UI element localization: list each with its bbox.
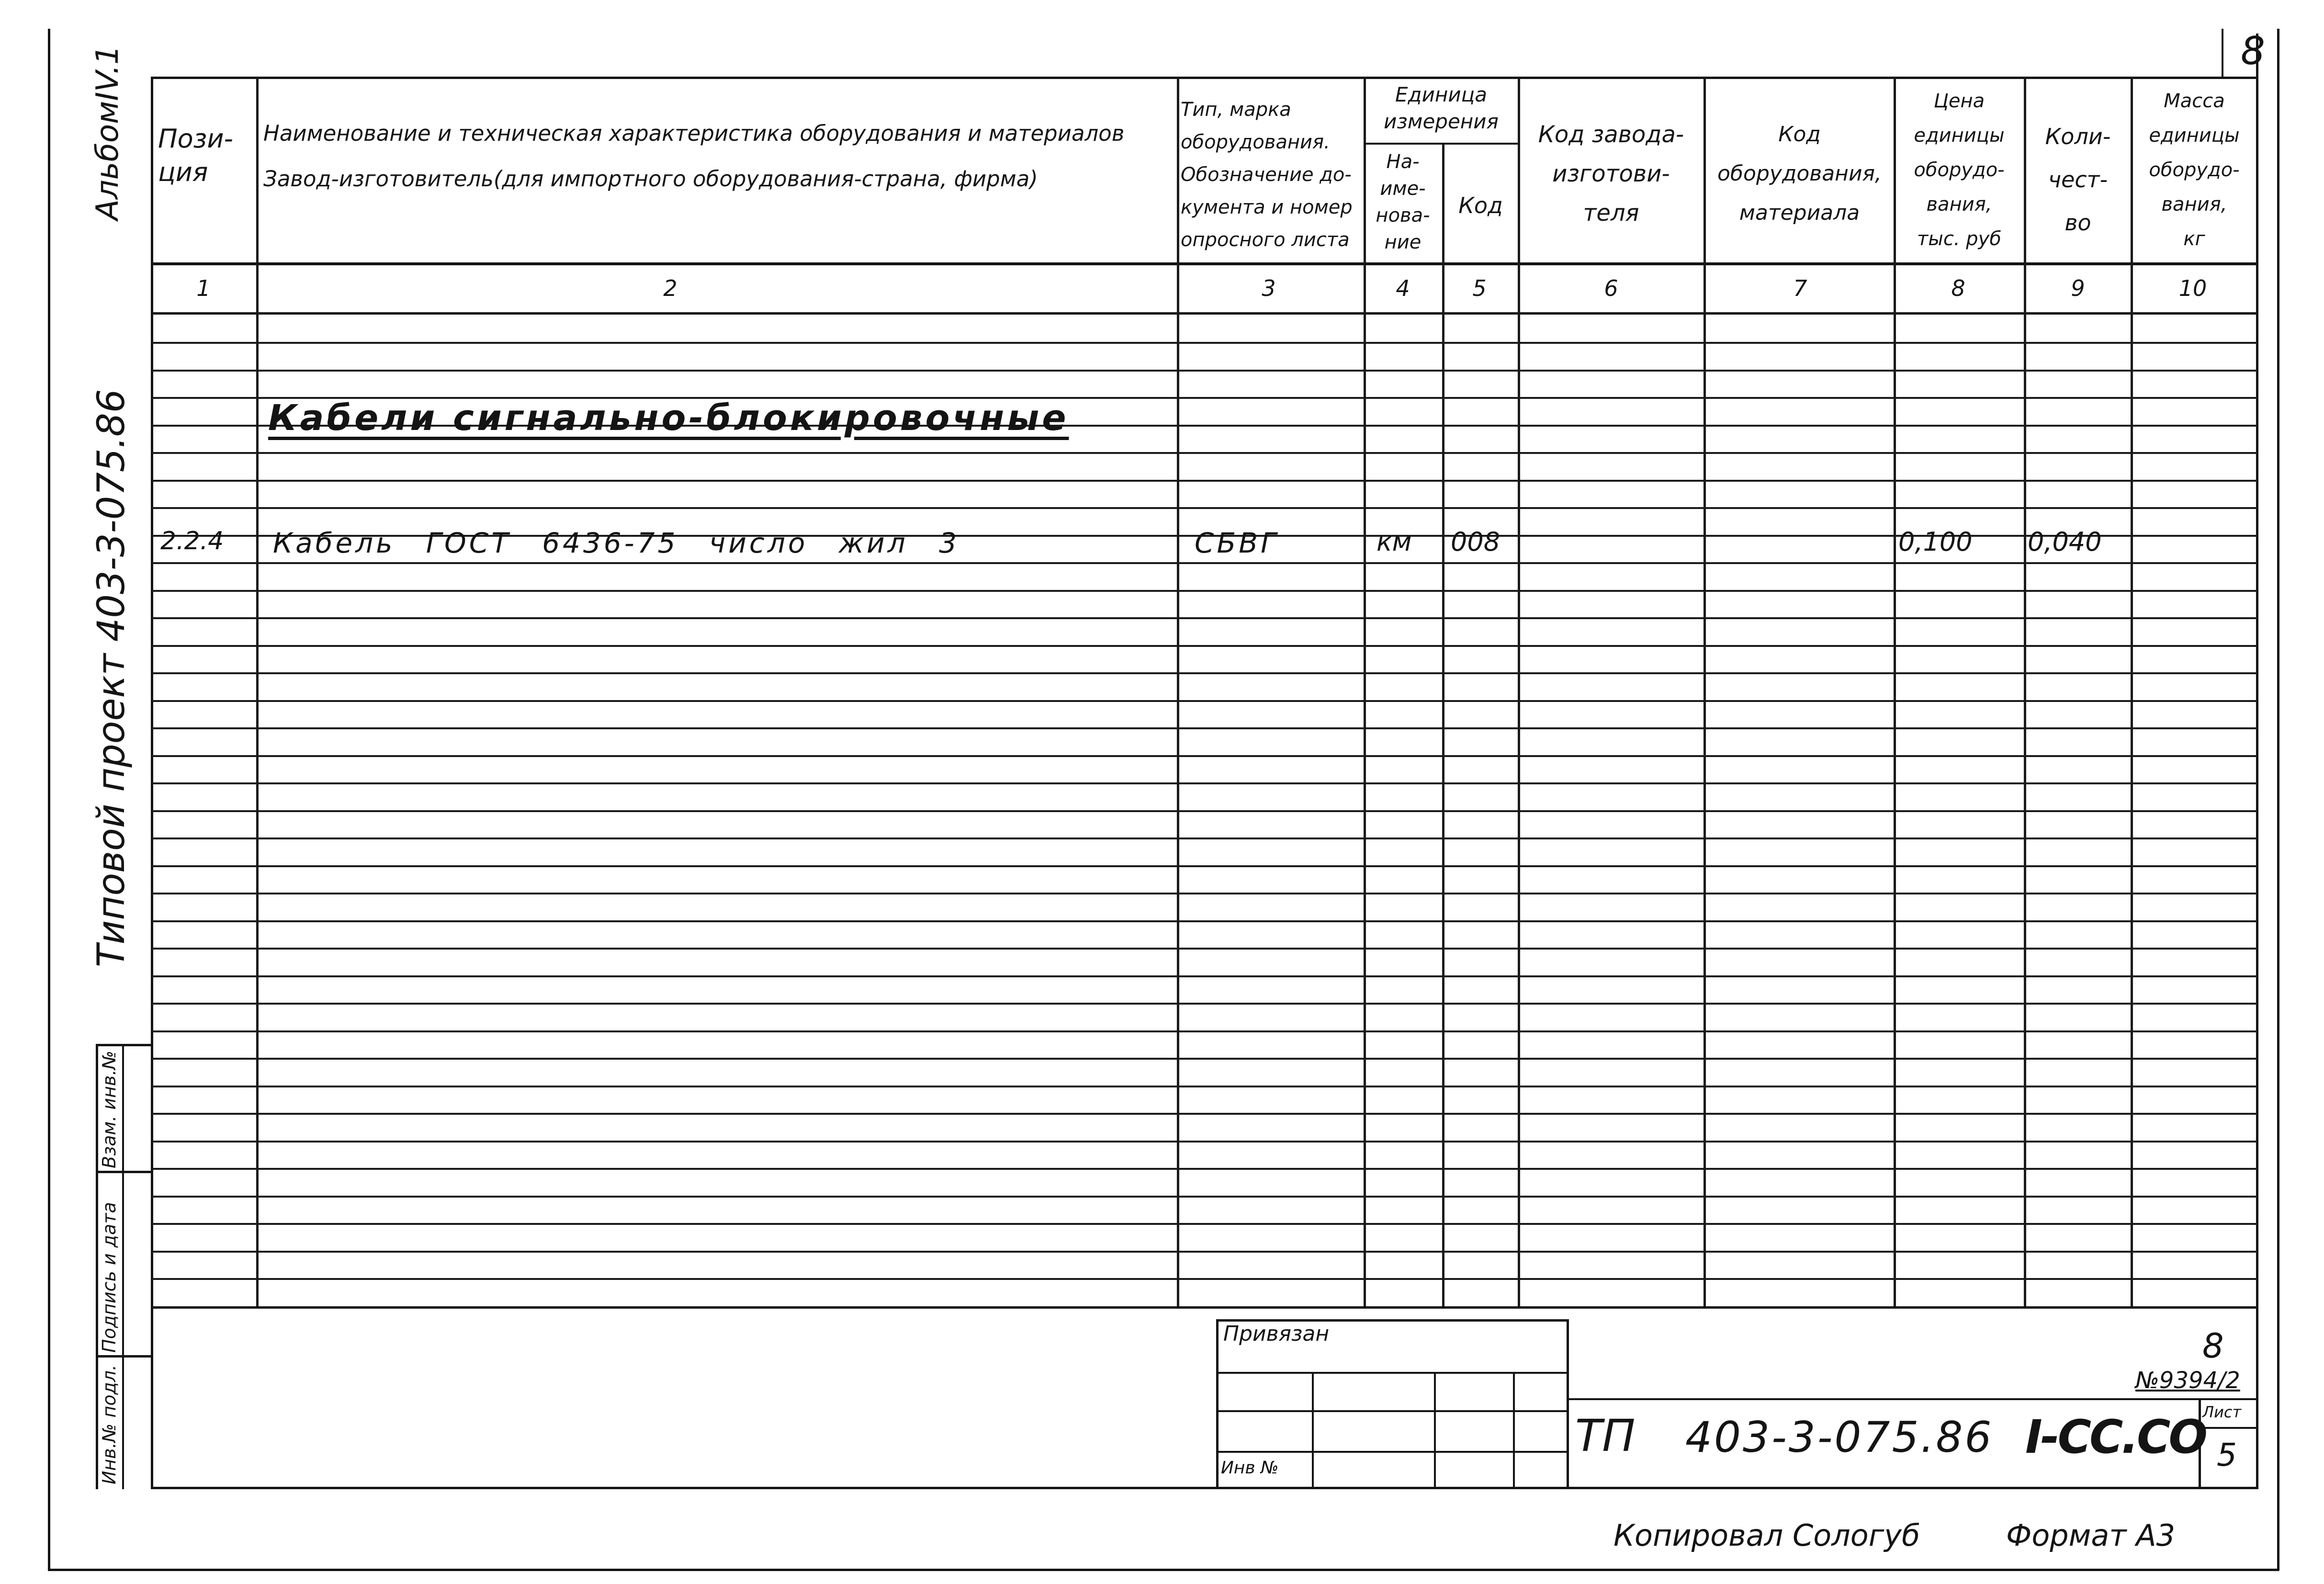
- tb-attached-right: [1567, 1319, 1569, 1489]
- table-row-line: [151, 782, 2257, 784]
- colnum-10: 10: [2178, 275, 2207, 301]
- colnum-1: 1: [196, 275, 211, 301]
- col-line-5: [1518, 77, 1520, 1307]
- stamp-signature-date: Подпись и дата: [99, 1202, 120, 1353]
- colnum-6: 6: [1604, 275, 1618, 301]
- header-mass: Масса единицы оборудо- вания, кг: [2149, 90, 2240, 250]
- header-name-line1: Наименование и техническая характеристика оборудования и материалов: [263, 121, 1125, 146]
- table-row-line: [151, 342, 2257, 344]
- tb-attached-left: [1216, 1319, 1218, 1489]
- tb-attached-h3: [1216, 1451, 1568, 1453]
- table-row-line: [151, 1141, 2257, 1143]
- table-row-line: [151, 1278, 2257, 1280]
- colnum-4: 4: [1396, 275, 1410, 301]
- header-bottom-line: [151, 262, 2257, 265]
- table-row-line: [151, 672, 2257, 674]
- colnum-9: 9: [2071, 275, 2085, 301]
- header-unit-group: Единица измерения: [1384, 83, 1499, 133]
- sheet-corner-number: 8: [2241, 29, 2265, 73]
- row-name: Кабель ГОСТ 6436-75 число жил 3: [273, 527, 960, 559]
- table-row-line: [151, 700, 2257, 702]
- row-quantity: 0,040: [2028, 527, 2102, 557]
- table-row-line: [151, 507, 2257, 509]
- table-row-line: [151, 480, 2257, 482]
- col-line-7: [1894, 77, 1896, 1307]
- header-type: Тип, марка оборудования. Обозначение до- кумента и номер опросного листа: [1181, 99, 1353, 251]
- stamp-strip-mid: [122, 1044, 124, 1489]
- colnum-7: 7: [1793, 275, 1807, 301]
- table-row-line: [151, 452, 2257, 454]
- tb-inv-label: Инв №: [1221, 1458, 1279, 1478]
- header-price: Цена единицы оборудо- вания, тыс. руб: [1914, 90, 2005, 250]
- tb-attached-h1: [1216, 1372, 1568, 1374]
- table-row-line: [151, 1086, 2257, 1087]
- col-line-1: [256, 77, 259, 1307]
- footer-format: Формат А3: [2006, 1518, 2176, 1553]
- album-label: АльбомIV.1: [90, 45, 125, 220]
- tb-attached-v2: [1434, 1372, 1436, 1489]
- table-bottom-line: [151, 1306, 2257, 1309]
- stamp-inv-original: Инв.№ подл.: [99, 1364, 120, 1484]
- row-unit: км: [1376, 527, 1412, 557]
- table-row-line: [151, 617, 2257, 619]
- stamp-strip-sep-3: [96, 1355, 152, 1358]
- table-row-line: [151, 1223, 2257, 1225]
- section-title: Кабели сигнально-блокировочные: [268, 397, 1069, 439]
- row-unit-code: 008: [1451, 527, 1500, 557]
- col-line-2: [1177, 77, 1179, 1307]
- row-position: 2.2.4: [160, 527, 224, 555]
- table-row-line: [151, 562, 2257, 564]
- stamp-strip-sep-1: [96, 1044, 152, 1046]
- table-row-line: [151, 865, 2257, 867]
- colnum-2: 2: [663, 275, 677, 301]
- table-row-line: [151, 1251, 2257, 1253]
- frame-right: [2277, 29, 2279, 1571]
- stamp-strip-left: [96, 1044, 98, 1489]
- table-row-line: [151, 837, 2257, 839]
- col-line-6: [1704, 77, 1706, 1307]
- project-label: Типовой проект 403-3-075.86: [90, 389, 133, 967]
- tb-archive-number: №9394/2: [2135, 1367, 2240, 1394]
- inner-frame-right: [2256, 34, 2258, 1489]
- col-line-9: [2131, 77, 2133, 1307]
- row-price: 0,100: [1898, 527, 1973, 557]
- table-row-line: [151, 810, 2257, 812]
- header-quantity: Коли- чест- во: [2045, 124, 2111, 236]
- header-factory-code: Код завода- изготови- теля: [1538, 121, 1684, 226]
- tb-sheet-mid: [2199, 1427, 2257, 1429]
- table-row-line: [151, 1003, 2257, 1005]
- unit-group-line: [1364, 143, 1518, 145]
- frame-left: [48, 29, 50, 1571]
- table-row-line: [151, 1168, 2257, 1170]
- row-type: СБВГ: [1195, 527, 1279, 559]
- header-unit-name: На- име- нова- ние: [1376, 151, 1430, 253]
- colnum-3: 3: [1262, 275, 1276, 301]
- table-row-line: [151, 1196, 2257, 1198]
- table-row-line: [151, 1058, 2257, 1060]
- stamp-strip-sep-2: [96, 1171, 152, 1173]
- colnum-8: 8: [1951, 275, 1965, 301]
- corner-box-left: [2222, 29, 2223, 79]
- table-row-line: [151, 1030, 2257, 1032]
- tb-attached-v3: [1513, 1372, 1515, 1489]
- header-name-line2: Завод-изготовитель(для импортного оборудования-страна, фирма): [263, 166, 1038, 192]
- table-row-line: [151, 920, 2257, 922]
- col-line-4: [1442, 144, 1444, 1307]
- table-row-line: [151, 645, 2257, 647]
- table-row-line: [151, 727, 2257, 729]
- table-row-line: [151, 975, 2257, 977]
- col-line-8: [2024, 77, 2026, 1307]
- tb-attached-v1: [1312, 1372, 1314, 1489]
- tb-doc-prefix: ТП: [1575, 1410, 1636, 1461]
- frame-bottom: [48, 1569, 2279, 1571]
- colnum-bottom-line: [151, 312, 2257, 315]
- tb-sheet-label: Лист: [2202, 1403, 2242, 1421]
- header-unit-code: Код: [1458, 192, 1503, 218]
- table-row-line: [151, 948, 2257, 950]
- table-row-line: [151, 370, 2257, 372]
- table-row-line: [151, 893, 2257, 894]
- tb-sheet-number: 5: [2217, 1437, 2237, 1473]
- tb-doc-number: 403-3-075.86: [1685, 1413, 1994, 1462]
- tb-attached-label: Привязан: [1223, 1322, 1330, 1346]
- table-row-line: [151, 755, 2257, 757]
- tb-attached-h2: [1216, 1410, 1568, 1412]
- inner-frame-top: [151, 77, 2257, 79]
- tb-top-number: 8: [2202, 1326, 2224, 1366]
- footer-copied-by: Копировал Сологуб: [1613, 1518, 1920, 1553]
- stamp-replaces-inv: Взам. инв.№: [99, 1051, 120, 1168]
- colnum-5: 5: [1472, 275, 1487, 301]
- inner-frame-bottom: [151, 1487, 2258, 1489]
- header-equipment-code: Код оборудования, материала: [1717, 122, 1882, 225]
- header-position: Пози- ция: [158, 124, 233, 187]
- col-line-3: [1364, 77, 1366, 1307]
- tb-main-top: [1567, 1398, 2257, 1400]
- table-row-line: [151, 590, 2257, 592]
- table-row-line: [151, 1113, 2257, 1115]
- tb-doc-code: I-СС.СО: [2025, 1410, 2206, 1464]
